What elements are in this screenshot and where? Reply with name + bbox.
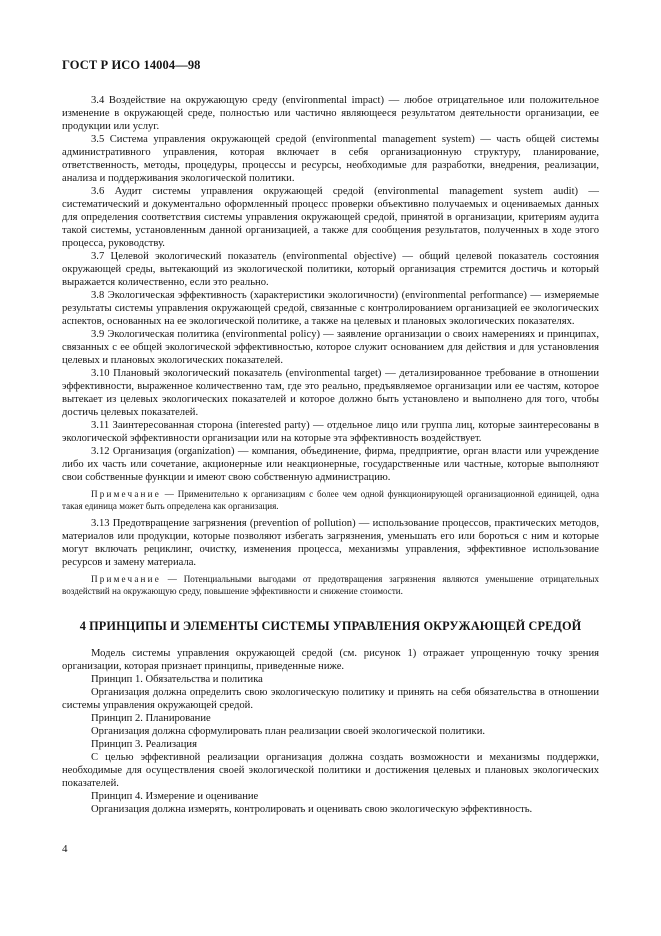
page-number: 4 [62, 843, 68, 855]
section-4-heading: 4 ПРИНЦИПЫ И ЭЛЕМЕНТЫ СИСТЕМЫ УПРАВЛЕНИЯ ОКРУЖАЮЩЕЙ СРЕДОЙ [79, 619, 582, 633]
note-prevention [62, 574, 599, 597]
definition-3-11: 3.11 Заинтересованная сторона (interested party) — отдельное лицо или группа лиц, которые заинтересованы в экологической эффективности организации или на которые эта эффективность воздействует. [62, 420, 599, 444]
document-header: ГОСТ Р ИСО 14004—98 [62, 58, 201, 72]
principle-3-title: Принцип 3. Реализация [91, 739, 197, 750]
section-4-intro: Модель системы управления окружающей средой (см. рисунок 1) отражает упрощенную точку зрения организации, которая признает принципы, приведенные ниже. [62, 648, 599, 672]
definition-3-7: 3.7 Целевой экологический показатель (environmental objective) — общий целевой показатель состояния окружающей среды, вытекающий из экологической политики, который организация стремится достичь и который выражается количественно, если это реально. [62, 251, 599, 288]
definition-3-6: 3.6 Аудит системы управления окружающей средой (environmental management system audit) — систематический и документально оформленный процесс проверки объективно получаемых и оцениваемых данных для определения соответствия системы управления окружающей средой, принятой в организации, критериям аудита такой системы, установленным данной организацией, а также для сообщения результатов, полученных в ходе этого процесса, руководству. [62, 186, 599, 249]
definition-3-5: 3.5 Система управления окружающей средой (environmental management system) — часть общей системы административного управления, которая включает в себя организационную структуру, планирование, ответственность, методы, процедуры, процессы и ресурсы, необходимые для разработки, внедрения, реализации, анализа и поддерживания экологической политики. [62, 134, 599, 184]
principle-2-text: Организация должна сформулировать план реализации своей экологической политики. [91, 726, 486, 737]
note-label: Примечание [91, 574, 161, 584]
note-organization [62, 489, 599, 512]
principle-1-text: Организация должна определить свою экологическую политику и принять на себя обязательства в отношении системы управления окружающей средой. [62, 687, 599, 711]
definition-3-13: 3.13 Предотвращение загрязнения (prevention of pollution) — использование процессов, практических методов, материалов или продукции, которые позволяют избегать загрязнения, уменьшать его или бороться с ним и которые могут включать рециклинг, очистку, изменения процесса, механизмы управления, эффективное использование ресурсов и замену материала. [62, 518, 599, 568]
definition-3-4: 3.4 Воздействие на окружающую среду (environmental impact) — любое отрицательное или положительное изменение в окружающей среде, полностью или частично являющееся результатом деятельности организации, ее продукции или услуг. [62, 95, 599, 132]
definition-3-9: 3.9 Экологическая политика (environmental policy) — заявление организации о своих намерениях и принципах, связанных с ее общей экологической эффективностью, которое служит основанием для действия и для установления целевых и плановых экологических показателей. [62, 329, 599, 366]
principle-4-title: Принцип 4. Измерение и оценивание [91, 791, 259, 802]
definition-3-12: 3.12 Организация (organization) — компания, объединение, фирма, предприятие, орган власти или учреждение либо их часть или сочетание, акционерные или неакционерные, государственные или частные, которые выполняют свои собственные функции и имеют свою собственную администрацию. [62, 446, 599, 483]
principle-4-text: Организация должна измерять, контролировать и оценивать свою экологическую эффективность. [91, 804, 533, 815]
principle-3-text: С целью эффективной реализации организация должна создать возможности и механизмы поддержки, необходимые для осуществления своей экологической политики и достижения целевых и плановых экологических показателей. [62, 752, 599, 789]
principle-1-title: Принцип 1. Обязательства и политика [91, 674, 263, 685]
note-label: Примечание [91, 489, 161, 499]
principle-2-title: Принцип 2. Планирование [91, 713, 211, 724]
definition-3-8: 3.8 Экологическая эффективность (характеристики экологичности) (environmental performance) — измеряемые результаты системы управления окружающей средой, связанные с контролированием организацией ее экологических аспектов, основанных на ее экологической политике, а также на целевых и плановых экологических показателях. [62, 290, 599, 327]
note-text: — Применительно к организациям с более чем одной функционирующей организационной единицей, одна такая единица может быть определена как организация. [62, 489, 599, 511]
note-text: — Потенциальными выгодами от предотвращения загрязнения являются уменьшение отрицательных воздействий на окружающую среду, повышение эффективности и снижение стоимости. [62, 574, 599, 596]
document-body [62, 94, 599, 816]
definition-3-10: 3.10 Плановый экологический показатель (environmental target) — детализированное требование в отношении эффективности, выраженное количественно там, где это реально, предъявляемое организации или ее частям, которое вытекает из целевых экологических показателей и которое должно быть установлено и выполнено для того, чтобы достичь целевых показателей. [62, 368, 599, 418]
